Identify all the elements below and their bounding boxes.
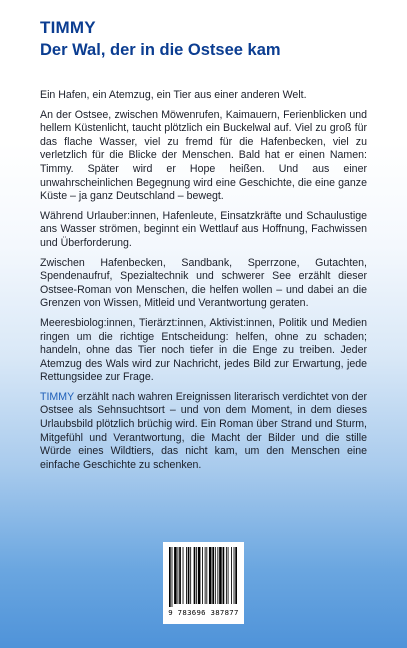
barcode-bar: [206, 547, 207, 604]
blurb-paragraph-4: Zwischen Hafenbecken, Sandbank, Sperrzone, Gutachten, Spendenaufruf, Spezialtechnik und schwerer See erzählt dieser Ostsee-Roman von Menschen, die helfen wollen – und dabei an die Grenzen von Wissen, Mitleid und Verantwortung geraten.: [40, 256, 367, 310]
barcode-bar: [212, 547, 214, 604]
barcode-bar: [209, 547, 212, 604]
isbn-barcode: [163, 542, 244, 624]
barcode-bar: [215, 547, 216, 604]
barcode-bar: [194, 547, 196, 604]
barcode-bar: [196, 547, 197, 604]
blurb-paragraph-1: Ein Hafen, ein Atemzug, ein Tier aus einer anderen Welt.: [40, 89, 307, 101]
title-mention: TIMMY: [40, 390, 74, 403]
cover-header: [40, 18, 380, 60]
blurb-paragraph-5: Meeresbiolog:innen, Tierärzt:innen, Aktivist:innen, Politik und Medien ringen um die richtige Entscheidung: helfen, ohne zu schaden; handeln, ohne das Tier noch tiefer in die Enge zu treiben. Jeder Atemzug des Wals wird zur Nachricht, jedes Bild zur Erwartung, jede Rettungsidee zur Frage.: [40, 316, 367, 384]
blurb-paragraph-3: Während Urlauber:innen, Hafenleute, Einsatzkräfte und Schaulustige ans Wasser strömen, beginnt ein Wettlauf aus Hoffnung, Fachwissen und Überforderung.: [40, 209, 367, 249]
barcode-bar: [228, 547, 229, 604]
barcode-bar: [223, 547, 225, 604]
barcode-bar: [202, 547, 203, 604]
barcode-bar: [183, 547, 184, 604]
barcode-bar: [198, 547, 201, 604]
blurb-paragraph-6-text: erzählt nach wahren Ereignissen literarisch verdichtet von der Ostsee als Sehnsuchtsort – und von dem Moment, in dem dieses Urlaubsbild plötzlich brüchig wird. Ein Roman über Strand und Sturm, Mitgefühl und Verantwortung, die Macht der Bilder und die stille Würde eines Wildtiers, das nicht kam, um den Menschen eine einfache Geschichte zu schenken.: [40, 390, 367, 471]
barcode-bar: [169, 547, 171, 607]
barcode-bar: [219, 547, 222, 604]
barcode-bar: [178, 547, 179, 604]
barcode-bar: [234, 547, 235, 604]
barcode-bar: [172, 547, 173, 607]
barcode-bar: [186, 547, 187, 604]
barcode-bar: [231, 547, 232, 604]
book-subtitle: Der Wal, der in die Ostsee kam: [40, 41, 281, 59]
book-title: TIMMY: [40, 18, 96, 37]
barcode-bar: [188, 547, 190, 604]
barcode-bar: [226, 547, 227, 604]
blurb-paragraph-2: An der Ostsee, zwischen Möwenrufen, Kaimauern, Ferienblicken und hellem Küstenlicht, taucht plötzlich ein Buckelwal auf. Viel zu groß für das flache Wasser, viel zu fremd für die Hafenbecken, viel zu verletzlich für die Blicke der Menschen. Bald hat er einen Namen: Timmy. Später wird er Hope heißen. Und aus einer unwahrscheinlichen Begegnung wird eine Geschichte, die eine ganze Küste – ja ganz Deutschland – bewegt.: [40, 108, 367, 203]
barcode-bar: [205, 547, 206, 604]
barcode-bar: [174, 547, 177, 604]
barcode-bar: [179, 547, 181, 604]
blurb-text: [40, 89, 367, 478]
isbn-number: 9 783696 387877: [168, 608, 239, 617]
barcode-bar: [217, 547, 218, 604]
barcode-bar: [235, 547, 237, 604]
blurb-paragraph-6: [40, 391, 367, 473]
barcode-bar: [190, 547, 191, 604]
barcode-bars-icon: [168, 547, 239, 607]
